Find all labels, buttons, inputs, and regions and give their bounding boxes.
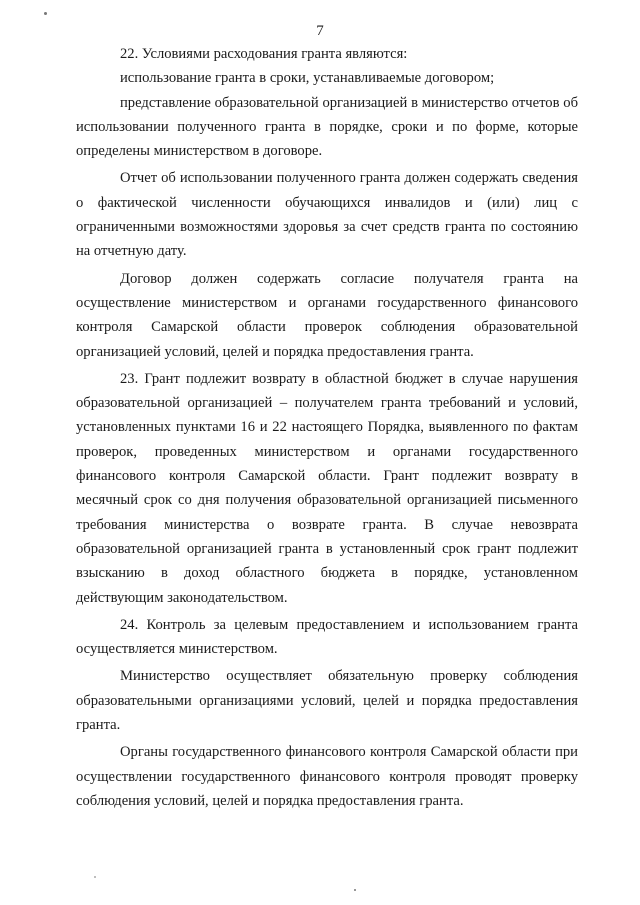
scan-speck bbox=[354, 889, 356, 891]
paragraph-contract-consent: Договор должен содержать согласие получателя гранта на осуществление министерством и органами государственного финансового контроля Самарской области проверок соблюдения образовательной организацией условий, целей и порядка предоставления гранта. bbox=[76, 270, 578, 360]
paragraph-22-item-2: представление образовательной организацией в министерство отчетов об использовании полученного гранта в порядке, сроки и по форме, которые определены министерством в договоре. bbox=[76, 94, 578, 160]
document-body bbox=[76, 42, 578, 813]
paragraph-financial-control: Органы государственного финансового контроля Самарской области при осуществлении государственного финансового контроля проводят проверку соблюдения условий, целей и порядка предоставления гранта. bbox=[76, 744, 578, 809]
paragraph-23: 23. Грант подлежит возврату в областной бюджет в случае нарушения образовательной организацией – получателем гранта требований и условий, установленных пунктами 16 и 22 настоящего Порядка, выявленного по фактам проверок, проведенных министерством и органами государственного финансового контроля Самарской области. Грант подлежит возврату в месячный срок со дня получения образовательной организацией письменного требования министерства о возврате гранта. В случае невозврата образовательной организацией гранта в установленный срок грант подлежит взысканию в доход областного бюджета в порядке, установленном действующим законодательством. bbox=[76, 370, 578, 606]
paragraph-22-title: 22. Условиями расходования гранта являются: bbox=[120, 46, 408, 62]
scan-speck bbox=[94, 876, 96, 878]
paragraph-22-item-1: использование гранта в сроки, устанавливаемые договором; bbox=[120, 70, 495, 87]
paragraph-ministry-check: Министерство осуществляет обязательную проверку соблюдения образовательными организациями условий, целей и порядка предоставления гранта. bbox=[76, 668, 578, 734]
scan-speck bbox=[44, 12, 47, 15]
paragraph-report-content: Отчет об использовании полученного гранта должен содержать сведения о фактической численности обучающихся инвалидов и (или) лиц с ограниченными возможностями здоровья за счет средств гранта по состоянию на отчетную дату. bbox=[76, 170, 578, 260]
paragraph-24: 24. Контроль за целевым предоставлением и использованием гранта осуществляется министерством. bbox=[76, 616, 578, 658]
page-number: 7 bbox=[316, 23, 324, 39]
